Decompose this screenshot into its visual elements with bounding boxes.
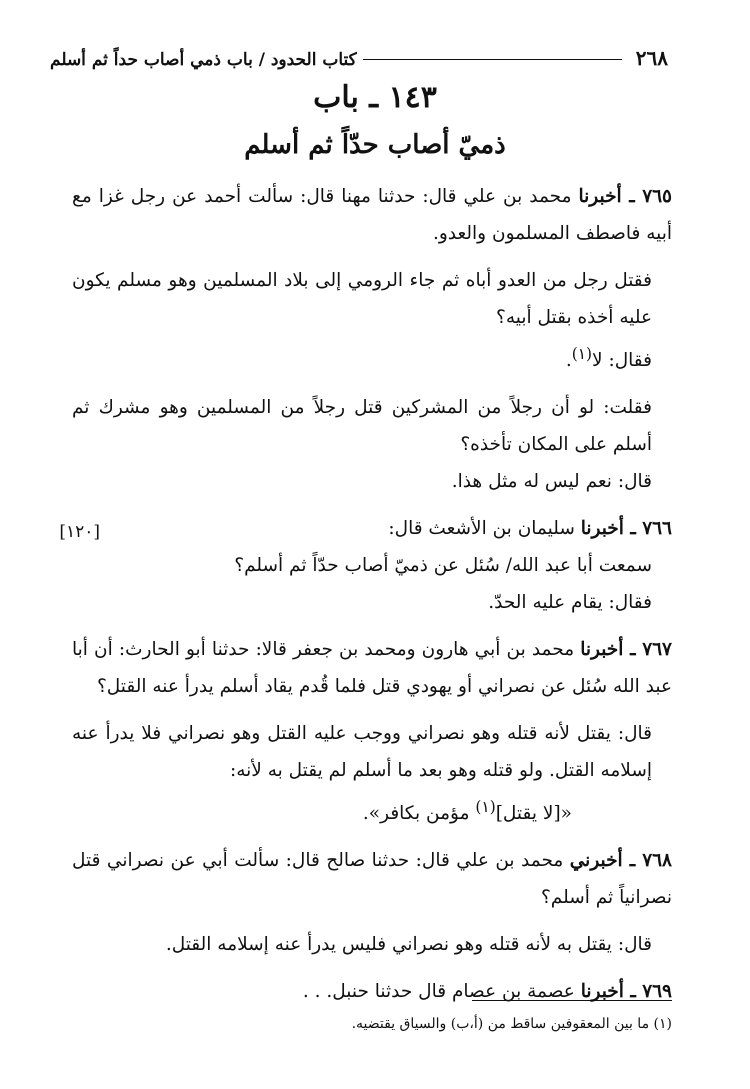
entry-keyword: أخبرنا — [580, 518, 624, 540]
entry-766 — [72, 510, 672, 547]
chapter-number: ١٤٣ ـ باب — [313, 80, 437, 115]
entry-keyword: أخبرنا — [578, 186, 622, 207]
paragraph: فقال: يقام عليه الحدّ. — [488, 592, 652, 614]
entry-keyword: أخبرنا — [580, 639, 624, 661]
entry-text: سليمان بن الأشعث قال: — [388, 518, 581, 540]
entry-text: عصمة بن عصام قال حدثنا حنبل. . . — [302, 981, 581, 1003]
chapter-title: ذميّ أصاب حدّاً ثم أسلم — [244, 130, 506, 160]
entry-number: ٧٦٦ ـ — [623, 518, 672, 540]
entry-keyword: أخبرني — [569, 850, 623, 872]
quote-text: «[لا يقتل] — [495, 803, 572, 825]
entry-768 — [72, 842, 672, 916]
footnote-rule — [472, 1000, 672, 1001]
entry-767 — [72, 631, 672, 705]
paragraph — [72, 336, 672, 379]
quote-text: مؤمن بكافر». — [362, 803, 476, 825]
paragraph-text: فقال: لا — [592, 350, 652, 372]
entry-number: ٧٦٧ ـ — [623, 639, 672, 661]
entry-number: ٧٦٨ ـ — [622, 850, 672, 872]
paragraph: فقلت: لو أن رجلاً من المشركين قتل رجلاً من المسلمين وهو مشرك ثم أسلم على المكان تأخذه؟ — [72, 397, 652, 456]
paragraph: فقتل رجل من العدو أباه ثم جاء الرومي إلى بلاد المسلمين وهو مسلم يكون عليه أخذه بقتل أبيه؟ — [72, 270, 652, 328]
footnote-marker: (١) — [475, 798, 496, 817]
body-text — [72, 178, 672, 1010]
entry-number: ٧٦٥ ـ — [621, 186, 672, 207]
entry-765 — [72, 178, 672, 252]
entry-text: محمد بن علي قال: حدثنا مهنا قال: سألت أحمد عن رجل غزا مع أبيه فاصطف المسلمون والعدو. — [72, 186, 672, 244]
paragraph-text: . — [565, 350, 572, 372]
running-title: كتاب الحدود / باب ذمي أصاب حداً ثم أسلم — [50, 50, 357, 70]
hadith-quote — [72, 789, 672, 832]
footnote: (١) ما بين المعقوفين ساقط من (أ،ب) والسياق يقتضيه. — [351, 1016, 672, 1032]
header-rule — [363, 59, 622, 60]
entry-text: محمد بن أبي هارون ومحمد بن جعفر قالا: حدثنا أبو الحارث: أن أبا عبد الله سُئل عن نصراني أو يهودي قتل فلما قُدم يقاد أسلم يدرأ عنه القتل؟ — [72, 639, 672, 698]
paragraph: قال: يقتل به لأنه قتله وهو نصراني فليس يدرأ عنه إسلامه القتل. — [165, 934, 652, 956]
page-number: ٢٦٨ — [635, 46, 668, 70]
footnote-marker: (١) — [571, 345, 593, 363]
entry-text: محمد بن علي قال: حدثنا صالح قال: سألت أبي عن نصراني قتل نصرانياً ثم أسلم؟ — [72, 850, 672, 909]
entry-number: ٧٦٩ ـ — [623, 981, 672, 1003]
paragraph: قال: نعم ليس له مثل هذا. — [451, 471, 652, 493]
margin-page-reference: [١٢٠] — [59, 522, 100, 542]
paragraph: سمعت أبا عبد الله/ سُئل عن ذميّ أصاب حدّاً ثم أسلم؟ — [234, 555, 652, 577]
running-header — [50, 30, 668, 70]
entry-769 — [72, 973, 672, 1010]
paragraph: قال: يقتل لأنه قتله وهو نصراني ووجب عليه القتل وهو نصراني فلا يدرأ عنه إسلامه القتل. ولو قتله وهو بعد ما أسلم لم يقتل به لأنه: — [72, 723, 652, 782]
entry-keyword: أخبرنا — [580, 981, 624, 1003]
